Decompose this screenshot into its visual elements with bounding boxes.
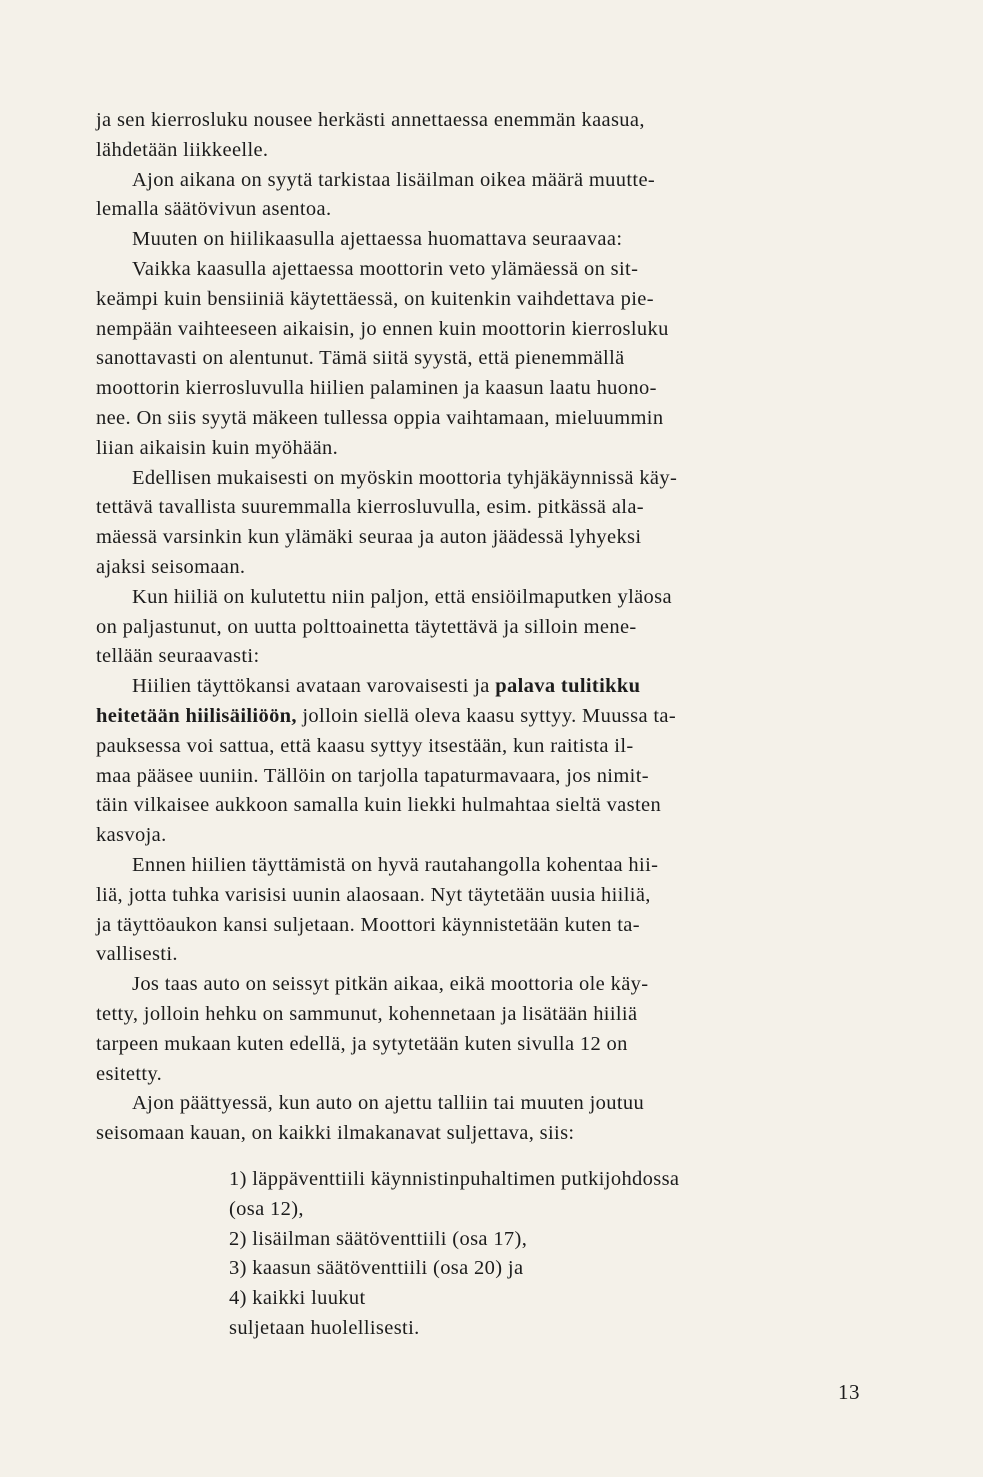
valve-list	[229, 1165, 869, 1344]
text-line-content: Muuten on hiilikaasulla ajettaessa huomattava seuraavaa:	[132, 228, 623, 251]
text-line-content: Jos taas auto on seissyt pitkän aikaa, eikä moottoria ole käy-	[132, 973, 649, 996]
text-line-content: Kun hiiliä on kulutettu niin paljon, että ensiöilmaputken yläosa	[132, 585, 672, 608]
text-line	[96, 821, 871, 851]
text-line	[96, 940, 871, 970]
text-line-content: Ajon aikana on syytä tarkistaa lisäilman oikea määrä muutte-	[132, 168, 656, 191]
text-line	[96, 1060, 871, 1090]
text-line	[96, 493, 871, 523]
body-text	[96, 106, 871, 1149]
text-line-content: täin vilkaisee aukkoon samalla kuin liekki hulmahtaa sieltä vasten	[96, 794, 662, 817]
text-line	[96, 1030, 871, 1060]
list-item: 1) läppäventtiili käynnistinpuhaltimen putkijohdossa	[229, 1168, 680, 1190]
text-line	[96, 732, 871, 762]
text-line-content: Edellisen mukaisesti on myöskin moottoria tyhjäkäynnissä käy-	[132, 466, 678, 489]
text-line	[96, 1000, 871, 1030]
text-line	[96, 613, 871, 643]
text-line	[96, 523, 871, 553]
text-line	[96, 881, 871, 911]
text-line	[96, 1119, 871, 1149]
text-line-content: Ennen hiilien täyttämistä on hyvä rautahangolla kohentaa hii-	[132, 853, 659, 876]
text-line	[96, 106, 871, 136]
paragraph-start	[96, 464, 871, 494]
text-line-content: mäessä varsinkin kun ylämäki seuraa ja auton jäädessä lyhyeksi	[96, 526, 642, 549]
list-item: suljetaan huolellisesti.	[229, 1316, 420, 1339]
text-line-content: Hiilien täyttökansi avataan varovaisesti ja	[132, 675, 496, 698]
text-line	[96, 374, 871, 404]
paragraph-start	[96, 672, 871, 702]
text-line-content: ajaksi seisomaan.	[96, 555, 246, 578]
text-line-content: tellään seuraavasti:	[96, 645, 260, 668]
list-item: 2) lisäilman säätöventtiili (osa 17),	[229, 1227, 528, 1250]
text-line	[96, 434, 871, 464]
text-line-content: vallisesti.	[96, 943, 178, 966]
text-line-content: maa pääsee uuniin. Tällöin on tarjolla tapaturmavaara, jos nimit-	[96, 764, 649, 787]
text-line-content: on paljastunut, on uutta polttoainetta täytettävä ja silloin mene-	[96, 615, 637, 638]
text-line-content: seisomaan kauan, on kaikki ilmakanavat suljettava, siis:	[96, 1122, 575, 1145]
text-line-content: Vaikka kaasulla ajettaessa moottorin veto ylämäessä on sit-	[132, 257, 639, 280]
text-line-content: lähdetään liikkeelle.	[96, 138, 269, 161]
text-line-content: Ajon päättyessä, kun auto on ajettu talliin tai muuten joutuu	[132, 1092, 645, 1115]
text-line-content: sanottavasti on alentunut. Tämä siitä syystä, että pienemmällä	[96, 347, 625, 370]
text-line-content: liian aikaisin kuin myöhään.	[96, 436, 339, 459]
text-line-content: esitetty.	[96, 1062, 163, 1085]
bold-phrase: heitetään hiilisäiliöön,	[96, 704, 297, 727]
text-line	[96, 791, 871, 821]
paragraph-start	[96, 970, 871, 1000]
text-line	[96, 404, 871, 434]
text-line	[96, 285, 871, 315]
paragraph-start	[96, 166, 871, 196]
text-line-content: pauksessa voi sattua, että kaasu syttyy itsestään, kun raitista il-	[96, 734, 634, 757]
text-line-content: tetty, jolloin hehku on sammunut, kohennetaan ja lisätään hiiliä	[96, 1002, 638, 1025]
text-line	[96, 136, 871, 166]
text-line-content: keämpi kuin bensiiniä käytettäessä, on kuitenkin vaihdettava pie-	[96, 287, 654, 310]
page-number: 13	[838, 1380, 860, 1404]
text-line	[96, 315, 871, 345]
text-line	[96, 762, 871, 792]
text-line	[96, 911, 871, 941]
list-item: (osa 12),	[229, 1197, 304, 1220]
list-item: 4) kaikki luukut	[229, 1287, 366, 1310]
text-line-content: ja täyttöaukon kansi suljetaan. Moottori käynnistetään kuten ta-	[96, 913, 640, 936]
text-line-content: ja sen kierrosluku nousee herkästi annettaessa enemmän kaasua,	[96, 109, 645, 131]
list-item: 3) kaasun säätöventtiili (osa 20) ja	[229, 1257, 524, 1280]
text-line-content: tarpeen mukaan kuten edellä, ja sytytetään kuten sivulla 12 on	[96, 1032, 628, 1055]
text-line-content: jolloin siellä oleva kaasu syttyy. Muussa ta-	[296, 704, 677, 727]
paragraph-start	[96, 255, 871, 285]
text-line	[96, 642, 871, 672]
text-line-content: nempään vaihteeseen aikaisin, jo ennen kuin moottorin kierrosluku	[96, 317, 669, 340]
paragraph-start	[96, 583, 871, 613]
text-line-content: tettävä tavallista suuremmalla kierrosluvulla, esim. pitkässä ala-	[96, 496, 644, 519]
text-line	[96, 344, 871, 374]
paragraph-start	[96, 1089, 871, 1119]
paragraph-start	[96, 225, 871, 255]
text-line-content: moottorin kierrosluvulla hiilien palaminen ja kaasun laatu huono-	[96, 377, 657, 400]
paragraph-start	[96, 851, 871, 881]
text-line-content: lemalla säätövivun asentoa.	[96, 198, 332, 221]
bold-phrase: palava tulitikku	[495, 675, 641, 698]
text-line-content: kasvoja.	[96, 824, 167, 847]
text-line	[96, 553, 871, 583]
text-line-content: nee. On siis syytä mäkeen tullessa oppia vaihtamaan, mieluummin	[96, 406, 664, 429]
text-line-content: liä, jotta tuhka varisisi uunin alaosaan. Nyt täytetään uusia hiiliä,	[96, 883, 651, 906]
text-line	[96, 195, 871, 225]
text-line	[96, 702, 871, 732]
